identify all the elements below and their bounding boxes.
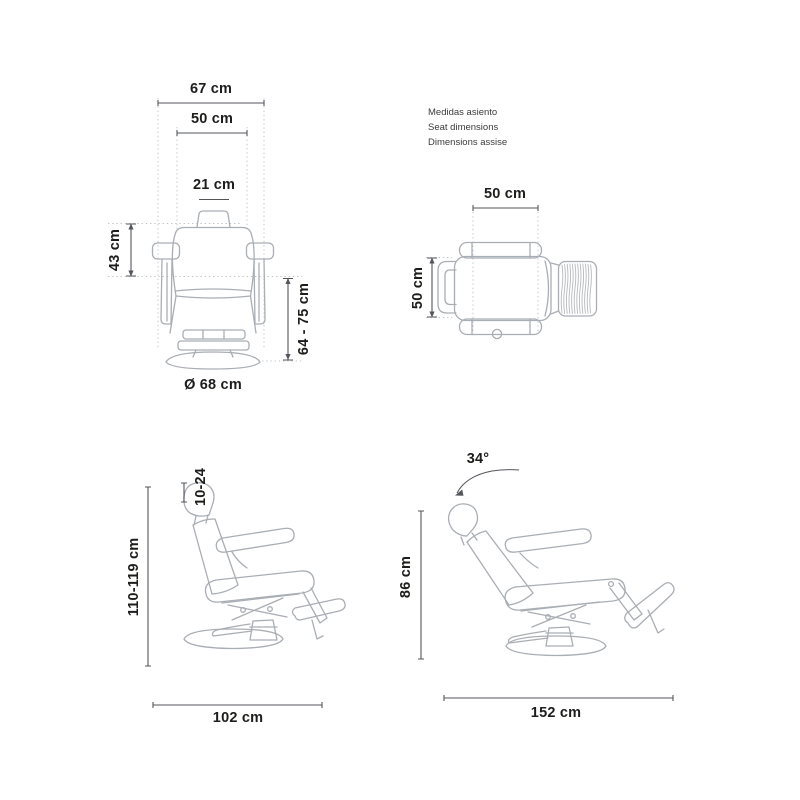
front-overall-width-label: 67 cm: [189, 81, 233, 97]
dimension-arrows: [128, 224, 463, 496]
note-line-fr: Dimensions assise: [428, 137, 508, 148]
recline-angle-label: 34°: [466, 451, 490, 467]
front-seat-height-range-label: 64 - 75 cm: [296, 282, 312, 356]
front-view-drawing: [153, 211, 274, 369]
front-backrest-height-label: 43 cm: [107, 228, 123, 272]
front-backrest-width-label: 50 cm: [190, 111, 234, 127]
reclined-length-label: 152 cm: [530, 705, 582, 721]
topview-seat-depth-label: 50 cm: [410, 266, 426, 310]
topview-seat-width-label: 50 cm: [483, 186, 527, 202]
reclined-view-drawing: [449, 504, 674, 656]
top-view-drawing: [438, 243, 597, 339]
seat-dimensions-note: [428, 105, 507, 150]
side-view-drawing: [184, 483, 345, 649]
note-line-en: Seat dimensions: [428, 122, 499, 133]
side-total-height-label: 110-119 cm: [126, 537, 142, 617]
side-total-length-label: 102 cm: [212, 710, 264, 726]
front-headrest-width-label: 21 cm: [192, 177, 236, 193]
note-line-es: Medidas asiento: [428, 107, 498, 118]
front-base-diameter-label: Ø 68 cm: [184, 377, 242, 393]
reclined-height-label: 86 cm: [398, 555, 414, 599]
side-headrest-extension-label: 10-24: [193, 467, 209, 507]
